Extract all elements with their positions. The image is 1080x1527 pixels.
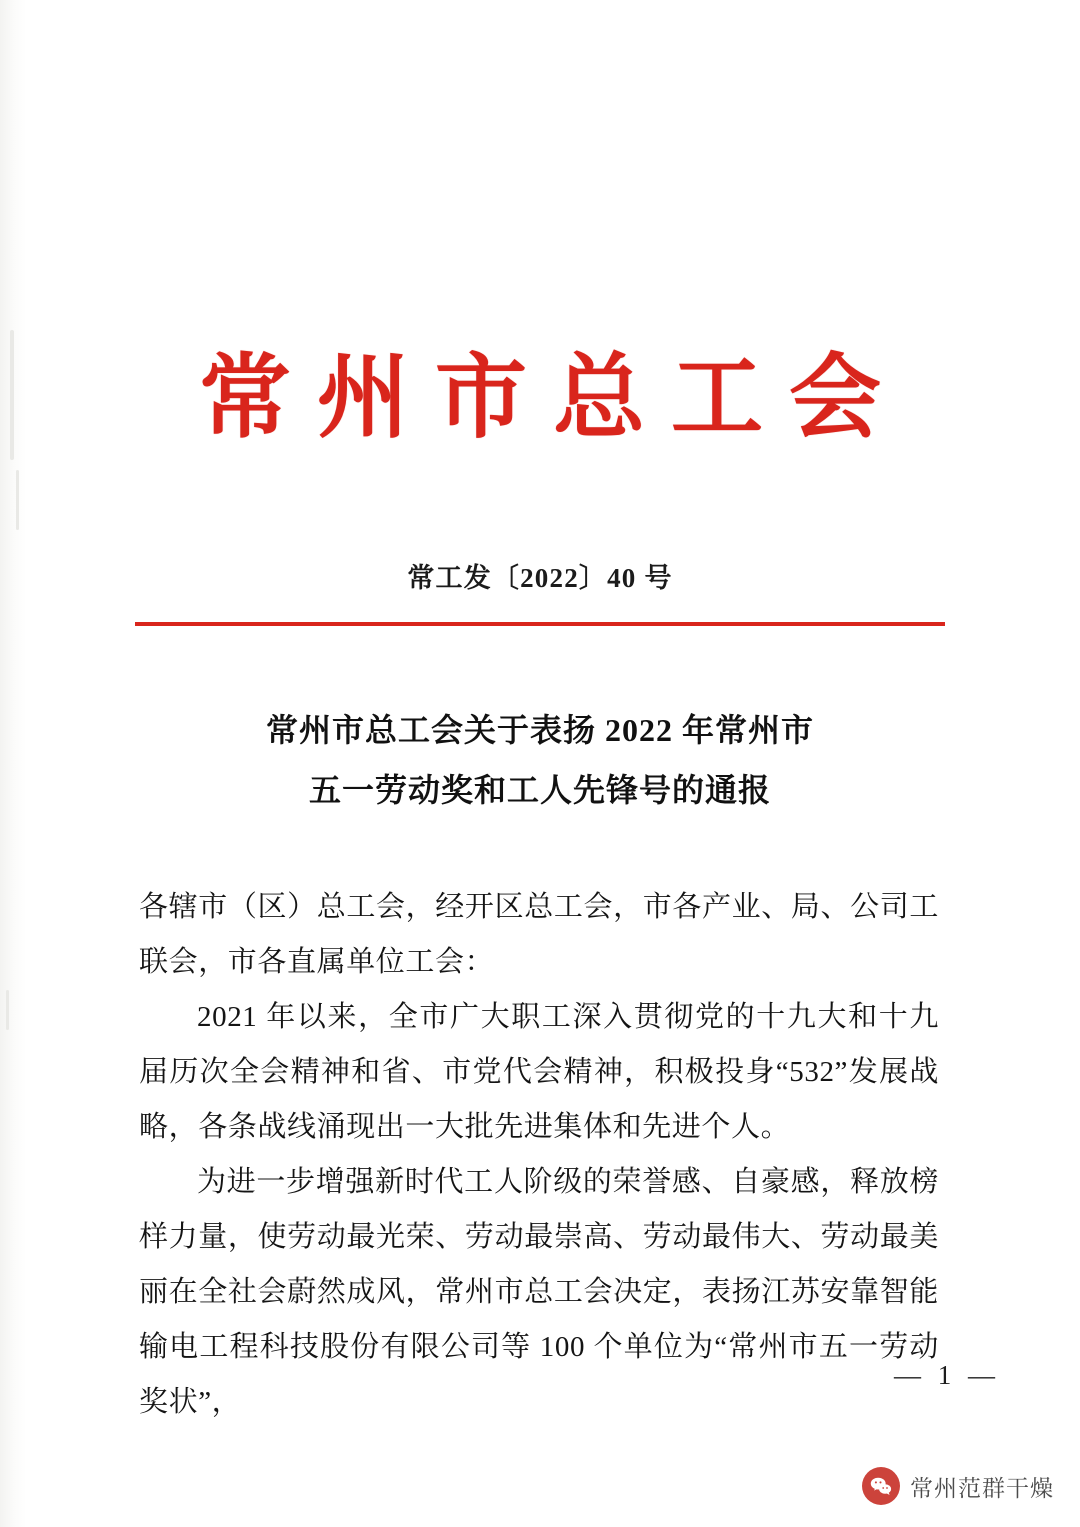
issuing-organization-title: 常州市总工会 <box>198 347 907 449</box>
scan-artifact <box>6 990 9 1030</box>
body-paragraph-2: 为进一步增强新时代工人阶级的荣誉感、自豪感，释放榜样力量，使劳动最光荣、劳动最崇高、劳动最伟大、劳动最美丽在全社会蔚然成风，常州市总工会决定，表扬江苏安靠智能输电工程科技股份有限公司等 100 个单位为“常州市五一劳动奖状”， <box>139 1166 939 1418</box>
red-divider-rule <box>135 622 945 626</box>
body-paragraph-1: 2021 年以来，全市广大职工深入贯彻党的十九大和十九届历次全会精神和省、市党代会精神，积极投身“532”发展战略，各条战线涌现出一大批先进集体和先进个人。 <box>139 1001 939 1143</box>
page-number: — 1 — <box>894 1360 1000 1390</box>
watermark-label: 常州范群干燥 <box>910 1475 1054 1501</box>
page-title <box>140 700 940 820</box>
page-title-line-1: 常州市总工会关于表扬 2022 年常州市 <box>265 712 814 748</box>
wechat-icon <box>862 1467 900 1505</box>
page-title-line-2: 五一劳动奖和工人先锋号的通报 <box>308 772 771 808</box>
watermark-badge <box>862 1467 1054 1505</box>
document-body <box>139 880 939 1430</box>
scan-artifact <box>16 470 19 530</box>
scan-edge-shadow <box>0 0 26 1527</box>
document-number: 常工发〔2022〕40 号 <box>407 563 673 593</box>
body-paragraph-salutation: 各辖市（区）总工会，经开区总工会，市各产业、局、公司工联会，市各直属单位工会： <box>139 891 939 978</box>
masthead <box>0 347 1080 449</box>
